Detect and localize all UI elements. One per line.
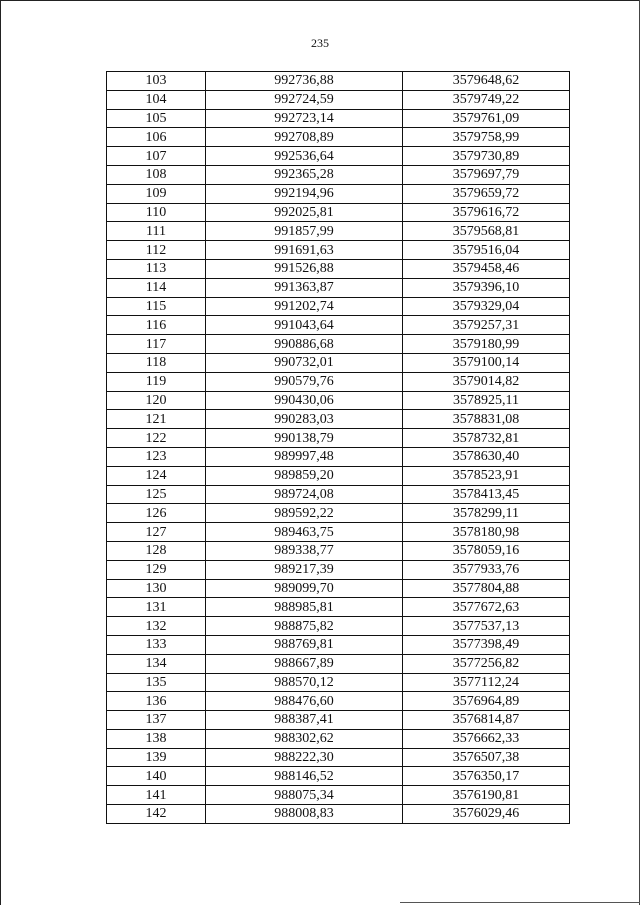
x-coordinate-cell: 992723,14 [206, 109, 403, 128]
x-coordinate-cell: 992708,89 [206, 128, 403, 147]
y-coordinate-cell: 3578732,81 [403, 429, 570, 448]
table-row [107, 466, 570, 485]
x-coordinate-cell: 991043,64 [206, 316, 403, 335]
y-coordinate-cell: 3579329,04 [403, 297, 570, 316]
point-number-cell: 130 [107, 579, 206, 598]
point-number-cell: 105 [107, 109, 206, 128]
table-row [107, 654, 570, 673]
page-border-top [0, 0, 640, 1]
x-coordinate-cell: 989592,22 [206, 504, 403, 523]
table-row [107, 429, 570, 448]
point-number-cell: 110 [107, 203, 206, 222]
point-number-cell: 118 [107, 353, 206, 372]
y-coordinate-cell: 3576029,46 [403, 805, 570, 824]
x-coordinate-cell: 991857,99 [206, 222, 403, 241]
point-number-cell: 120 [107, 391, 206, 410]
point-number-cell: 107 [107, 147, 206, 166]
y-coordinate-cell: 3579697,79 [403, 165, 570, 184]
x-coordinate-cell: 992724,59 [206, 90, 403, 109]
table-row [107, 372, 570, 391]
y-coordinate-cell: 3576507,38 [403, 748, 570, 767]
point-number-cell: 122 [107, 429, 206, 448]
table-row [107, 504, 570, 523]
table-row [107, 711, 570, 730]
y-coordinate-cell: 3577537,13 [403, 617, 570, 636]
table-row [107, 278, 570, 297]
table-row [107, 353, 570, 372]
table-row [107, 90, 570, 109]
table-row [107, 560, 570, 579]
x-coordinate-cell: 992025,81 [206, 203, 403, 222]
point-number-cell: 135 [107, 673, 206, 692]
y-coordinate-cell: 3577398,49 [403, 635, 570, 654]
point-number-cell: 103 [107, 72, 206, 91]
table-row [107, 165, 570, 184]
table-row [107, 786, 570, 805]
table-row [107, 692, 570, 711]
y-coordinate-cell: 3577672,63 [403, 598, 570, 617]
coordinates-table-body [107, 72, 570, 824]
point-number-cell: 109 [107, 184, 206, 203]
table-row [107, 635, 570, 654]
y-coordinate-cell: 3579758,99 [403, 128, 570, 147]
x-coordinate-cell: 988875,82 [206, 617, 403, 636]
x-coordinate-cell: 988075,34 [206, 786, 403, 805]
point-number-cell: 117 [107, 335, 206, 354]
table-row [107, 203, 570, 222]
x-coordinate-cell: 988570,12 [206, 673, 403, 692]
point-number-cell: 134 [107, 654, 206, 673]
point-number-cell: 133 [107, 635, 206, 654]
table-row [107, 523, 570, 542]
x-coordinate-cell: 990886,68 [206, 335, 403, 354]
point-number-cell: 106 [107, 128, 206, 147]
table-row [107, 541, 570, 560]
y-coordinate-cell: 3579749,22 [403, 90, 570, 109]
point-number-cell: 116 [107, 316, 206, 335]
y-coordinate-cell: 3577804,88 [403, 579, 570, 598]
y-coordinate-cell: 3579761,09 [403, 109, 570, 128]
point-number-cell: 131 [107, 598, 206, 617]
x-coordinate-cell: 990732,01 [206, 353, 403, 372]
x-coordinate-cell: 990138,79 [206, 429, 403, 448]
y-coordinate-cell: 3579516,04 [403, 241, 570, 260]
y-coordinate-cell: 3577112,24 [403, 673, 570, 692]
table-row [107, 391, 570, 410]
x-coordinate-cell: 988476,60 [206, 692, 403, 711]
x-coordinate-cell: 989463,75 [206, 523, 403, 542]
table-row [107, 222, 570, 241]
point-number-cell: 114 [107, 278, 206, 297]
table-row [107, 147, 570, 166]
x-coordinate-cell: 992194,96 [206, 184, 403, 203]
point-number-cell: 140 [107, 767, 206, 786]
y-coordinate-cell: 3576964,89 [403, 692, 570, 711]
y-coordinate-cell: 3579257,31 [403, 316, 570, 335]
point-number-cell: 119 [107, 372, 206, 391]
point-number-cell: 132 [107, 617, 206, 636]
y-coordinate-cell: 3578059,16 [403, 541, 570, 560]
x-coordinate-cell: 988667,89 [206, 654, 403, 673]
x-coordinate-cell: 992365,28 [206, 165, 403, 184]
x-coordinate-cell: 991202,74 [206, 297, 403, 316]
coordinates-table [106, 71, 570, 824]
y-coordinate-cell: 3579616,72 [403, 203, 570, 222]
x-coordinate-cell: 989338,77 [206, 541, 403, 560]
table-row [107, 598, 570, 617]
x-coordinate-cell: 991691,63 [206, 241, 403, 260]
point-number-cell: 129 [107, 560, 206, 579]
y-coordinate-cell: 3578523,91 [403, 466, 570, 485]
point-number-cell: 138 [107, 729, 206, 748]
table-row [107, 316, 570, 335]
x-coordinate-cell: 989099,70 [206, 579, 403, 598]
y-coordinate-cell: 3578180,98 [403, 523, 570, 542]
page-border-left [0, 0, 1, 905]
x-coordinate-cell: 988387,41 [206, 711, 403, 730]
y-coordinate-cell: 3579648,62 [403, 72, 570, 91]
y-coordinate-cell: 3578413,45 [403, 485, 570, 504]
point-number-cell: 124 [107, 466, 206, 485]
table-row [107, 748, 570, 767]
point-number-cell: 139 [107, 748, 206, 767]
x-coordinate-cell: 988008,83 [206, 805, 403, 824]
table-row [107, 617, 570, 636]
table-row [107, 184, 570, 203]
x-coordinate-cell: 988985,81 [206, 598, 403, 617]
y-coordinate-cell: 3579396,10 [403, 278, 570, 297]
table-row [107, 109, 570, 128]
x-coordinate-cell: 988222,30 [206, 748, 403, 767]
point-number-cell: 141 [107, 786, 206, 805]
point-number-cell: 121 [107, 410, 206, 429]
y-coordinate-cell: 3577933,76 [403, 560, 570, 579]
point-number-cell: 126 [107, 504, 206, 523]
point-number-cell: 125 [107, 485, 206, 504]
y-coordinate-cell: 3579100,14 [403, 353, 570, 372]
table-row [107, 805, 570, 824]
x-coordinate-cell: 989859,20 [206, 466, 403, 485]
table-row [107, 729, 570, 748]
x-coordinate-cell: 992736,88 [206, 72, 403, 91]
y-coordinate-cell: 3578925,11 [403, 391, 570, 410]
x-coordinate-cell: 990579,76 [206, 372, 403, 391]
x-coordinate-cell: 989217,39 [206, 560, 403, 579]
point-number-cell: 112 [107, 241, 206, 260]
y-coordinate-cell: 3579730,89 [403, 147, 570, 166]
table-row [107, 410, 570, 429]
x-coordinate-cell: 992536,64 [206, 147, 403, 166]
point-number-cell: 128 [107, 541, 206, 560]
point-number-cell: 127 [107, 523, 206, 542]
y-coordinate-cell: 3578831,08 [403, 410, 570, 429]
y-coordinate-cell: 3579458,46 [403, 259, 570, 278]
x-coordinate-cell: 991526,88 [206, 259, 403, 278]
x-coordinate-cell: 990430,06 [206, 391, 403, 410]
y-coordinate-cell: 3579659,72 [403, 184, 570, 203]
point-number-cell: 142 [107, 805, 206, 824]
table-row [107, 673, 570, 692]
table-row [107, 485, 570, 504]
point-number-cell: 108 [107, 165, 206, 184]
x-coordinate-cell: 988302,62 [206, 729, 403, 748]
x-coordinate-cell: 988769,81 [206, 635, 403, 654]
x-coordinate-cell: 989724,08 [206, 485, 403, 504]
y-coordinate-cell: 3576662,33 [403, 729, 570, 748]
page-border-bottom [400, 902, 640, 903]
table-row [107, 579, 570, 598]
y-coordinate-cell: 3577256,82 [403, 654, 570, 673]
point-number-cell: 123 [107, 447, 206, 466]
y-coordinate-cell: 3578299,11 [403, 504, 570, 523]
y-coordinate-cell: 3578630,40 [403, 447, 570, 466]
y-coordinate-cell: 3579568,81 [403, 222, 570, 241]
table-row [107, 297, 570, 316]
table-row [107, 128, 570, 147]
x-coordinate-cell: 988146,52 [206, 767, 403, 786]
table-row [107, 447, 570, 466]
y-coordinate-cell: 3576190,81 [403, 786, 570, 805]
table-row [107, 259, 570, 278]
point-number-cell: 136 [107, 692, 206, 711]
point-number-cell: 104 [107, 90, 206, 109]
x-coordinate-cell: 989997,48 [206, 447, 403, 466]
table-row [107, 335, 570, 354]
point-number-cell: 137 [107, 711, 206, 730]
y-coordinate-cell: 3576814,87 [403, 711, 570, 730]
x-coordinate-cell: 990283,03 [206, 410, 403, 429]
y-coordinate-cell: 3576350,17 [403, 767, 570, 786]
table-row [107, 767, 570, 786]
point-number-cell: 115 [107, 297, 206, 316]
table-row [107, 72, 570, 91]
y-coordinate-cell: 3579180,99 [403, 335, 570, 354]
point-number-cell: 113 [107, 259, 206, 278]
point-number-cell: 111 [107, 222, 206, 241]
table-row [107, 241, 570, 260]
x-coordinate-cell: 991363,87 [206, 278, 403, 297]
y-coordinate-cell: 3579014,82 [403, 372, 570, 391]
page-number: 235 [311, 36, 329, 50]
